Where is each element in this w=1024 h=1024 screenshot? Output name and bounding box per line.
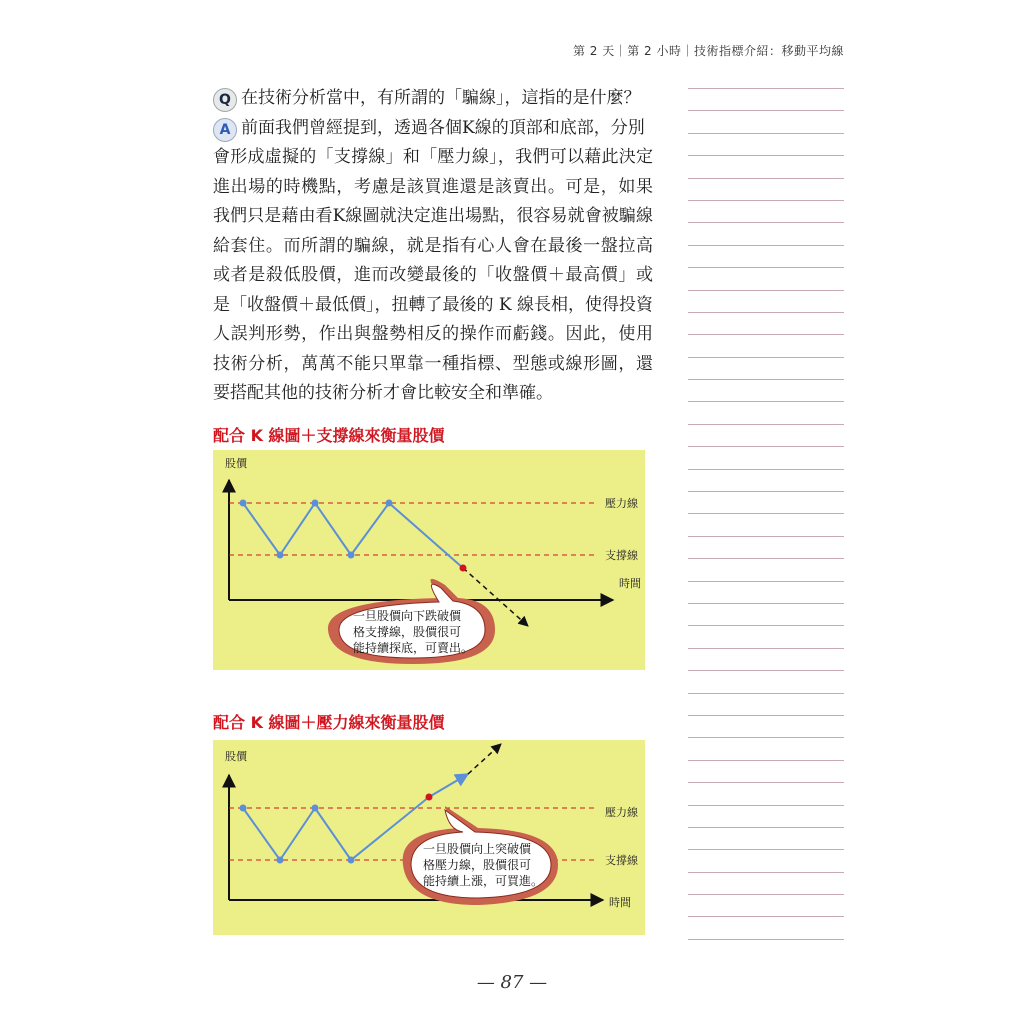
- chart-2-svg: [213, 740, 645, 935]
- note-line: [688, 894, 844, 895]
- note-line: [688, 222, 844, 223]
- chart-1-point: [277, 552, 284, 559]
- note-line: [688, 357, 844, 358]
- chart-2-point: [348, 857, 355, 864]
- note-line: [688, 827, 844, 828]
- chart-1-ylabel: 股價: [225, 457, 247, 470]
- chart-2-callout-line-3: 能持續上漲，可買進。: [423, 874, 544, 888]
- chart-1-xlabel: 時間: [619, 577, 641, 590]
- note-line: [688, 536, 844, 537]
- chart-2-breakout-arrow: [468, 744, 501, 774]
- answer-line: [213, 114, 653, 144]
- note-line: [688, 603, 844, 604]
- note-line: [688, 737, 844, 738]
- note-line: [688, 872, 844, 873]
- note-line: [688, 670, 844, 671]
- note-line: [688, 805, 844, 806]
- chart-2-price-path: [243, 797, 429, 860]
- chart-1-resistance-label: 壓力線: [605, 497, 638, 510]
- qa-block: [213, 84, 653, 409]
- note-line: [688, 849, 844, 850]
- note-line: [688, 312, 844, 313]
- note-line: [688, 267, 844, 268]
- note-line: [688, 334, 844, 335]
- note-line: [688, 625, 844, 626]
- chart-1-support-label: 支撐線: [605, 549, 638, 562]
- chart-1-callout-line-1: 一旦股價向下跌破價: [353, 609, 462, 623]
- note-line: [688, 379, 844, 380]
- chart-1-point: [312, 500, 319, 507]
- question-text: 在技術分析當中，有所謂的「騙線」，這指的是什麼？: [241, 88, 641, 108]
- answer-body: 會形成虛擬的「支撐線」和「壓力線」，我們可以藉此決定進出場的時機點，考慮是該買進還是該賣出。可是，如果我們只是藉由看K線圖就決定進出場點，很容易就會被騙線給套住。而所謂的騙線，就是指有心人會在最後一盤拉高或者是殺低股價，進而改變最後的「收盤價＋最高價」或是「收盤價＋最低價」，扭轉了最後的 K 線長相，使得投資人誤判形勢，作出與盤勢相反的操作而虧錢。因此，使用技術分析，萬萬不能只單靠一種指標、型態或線形圖，還要搭配其他的技術分析才會比較安全和準確。: [213, 147, 654, 403]
- chart-1-title: 配合 K 線圖＋支撐線來衡量股價: [213, 426, 445, 445]
- chart-1-svg: [213, 450, 645, 670]
- chart-2: [213, 740, 645, 935]
- chart-2-point: [240, 805, 247, 812]
- chart-2-xlabel: 時間: [609, 896, 631, 909]
- chart-1-price-path: [243, 503, 463, 568]
- note-line: [688, 88, 844, 89]
- note-line: [688, 178, 844, 179]
- note-line: [688, 760, 844, 761]
- note-line: [688, 513, 844, 514]
- chart-2-callout-line-2: 格壓力線，股價很可: [423, 858, 532, 872]
- chart-2-title: 配合 K 線圖＋壓力線來衡量股價: [213, 713, 445, 732]
- chart-2-support-label: 支撐線: [605, 854, 638, 867]
- chart-2-point: [312, 805, 319, 812]
- page-header: 第 2 天｜第 2 小時｜技術指標介紹：移動平均線: [572, 44, 844, 58]
- note-line: [688, 558, 844, 559]
- note-line: [688, 469, 844, 470]
- chart-1-point: [348, 552, 355, 559]
- note-line: [688, 200, 844, 201]
- chart-2-point: [277, 857, 284, 864]
- note-line: [688, 290, 844, 291]
- note-line: [688, 916, 844, 917]
- note-line: [688, 401, 844, 402]
- chart-1-break-point: [460, 565, 467, 572]
- chart-1-point: [240, 500, 247, 507]
- note-line: [688, 110, 844, 111]
- note-line: [688, 581, 844, 582]
- note-line: [688, 245, 844, 246]
- note-line: [688, 939, 844, 940]
- chart-1-callout-line-2: 格支撐線，股價很可: [353, 625, 462, 639]
- chart-1: [213, 450, 645, 670]
- chart-1-point: [386, 500, 393, 507]
- answer-first-line: 前面我們曾經提到，透過各個K線的頂部和底部，分別: [241, 117, 645, 138]
- chart-2-ylabel: 股價: [225, 750, 247, 763]
- notes-ruled-area: [688, 88, 844, 961]
- note-line: [688, 424, 844, 425]
- note-line: [688, 446, 844, 447]
- question-line: [213, 84, 653, 114]
- note-line: [688, 155, 844, 156]
- chart-2-resistance-label: 壓力線: [605, 806, 638, 819]
- chart-2-break-point: [426, 794, 433, 801]
- question-icon: Q: [213, 88, 237, 112]
- note-line: [688, 693, 844, 694]
- chart-2-rise-arrow: [429, 774, 468, 797]
- note-line: [688, 782, 844, 783]
- answer-icon: A: [213, 118, 237, 142]
- page-number: — 87 —: [476, 972, 548, 993]
- chart-1-callout-line-3: 能持續探底，可賣出。: [353, 641, 474, 655]
- note-line: [688, 648, 844, 649]
- note-line: [688, 133, 844, 134]
- note-line: [688, 491, 844, 492]
- chart-2-callout-line-1: 一旦股價向上突破價: [423, 842, 532, 856]
- note-line: [688, 715, 844, 716]
